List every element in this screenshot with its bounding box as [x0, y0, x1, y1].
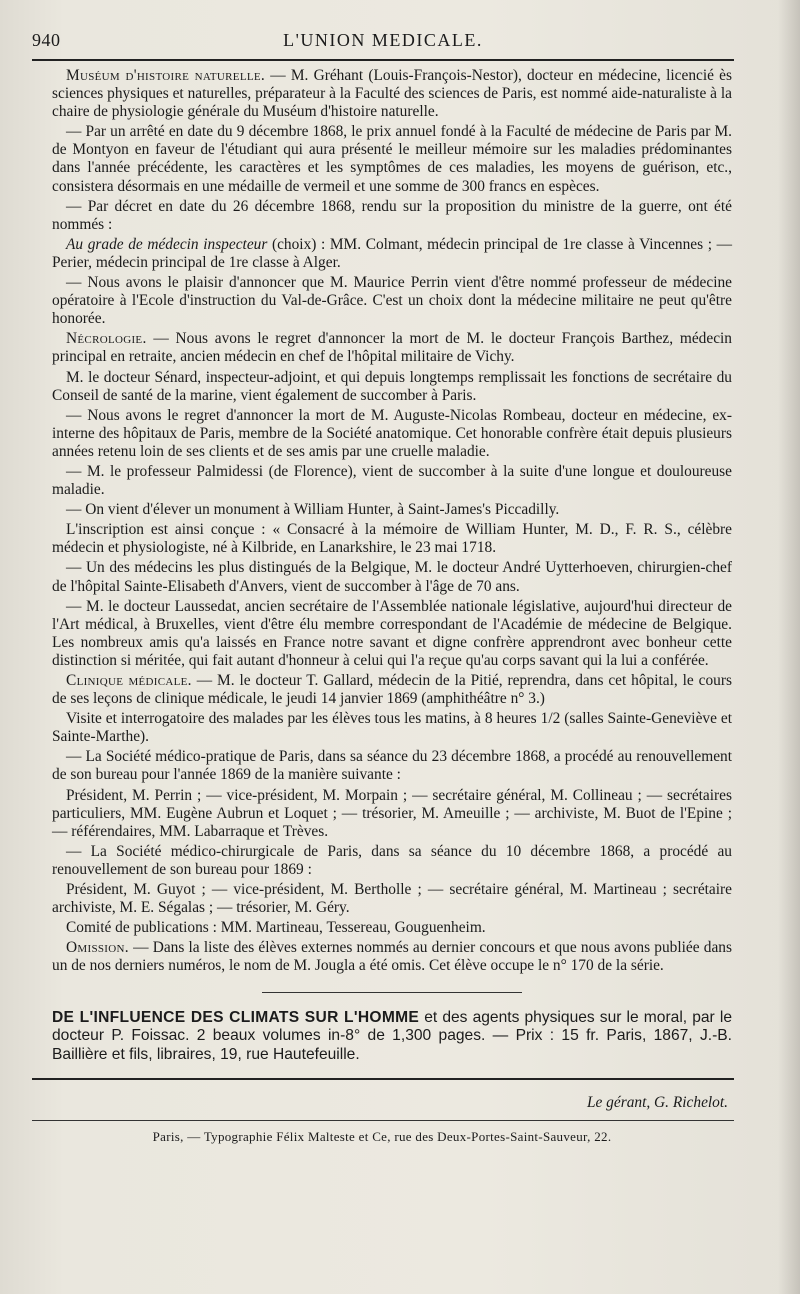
paragraph-clinique: Clinique médicale. — M. le docteur T. Gallard, médecin de la Pitié, reprendra, dans cet hôpital, le cours de ses leçons de clinique médicale, le jeudi 14 janvier 1869 (amphithéâtre n° 3.): [52, 672, 732, 708]
section-divider: [262, 992, 522, 993]
paragraph-palmidessi: — M. le professeur Palmidessi (de Florence), vient de succomber à la suite d'une longue et douloureuse maladie.: [52, 462, 732, 499]
header-rule: [32, 59, 734, 61]
footer-rule: [32, 1078, 734, 1080]
paragraph-visite: Visite et interrogatoire des malades par les élèves tous les matins, à 8 heures 1/2 (salles Sainte-Geneviève et Sainte-Marthe).: [52, 710, 732, 746]
paragraph-laussedat: — M. le docteur Laussedat, ancien secrétaire de l'Assemblée nationale législative, aujourd'hui directeur de l'Art médical, à Bruxelles, vient d'être élu membre correspondant de l'Académie de médecine de Belgique. Les nombreux amis qu'a laissés en France notre savant et digne confrère apprendront avec bonheur cette distinction si méritée, qui fait autant d'honneur à celui qui l'a reçue qu'au corps savant qui la lui a conférée.: [52, 597, 732, 669]
paragraph-grade: Au grade de médecin inspecteur (choix) : MM. Colmant, médecin principal de 1re classe à Vincennes ; — Perier, médecin principal de 1re classe à Alger.: [52, 235, 733, 271]
paragraph-rombeau: — Nous avons le regret d'annoncer la mort de M. Auguste-Nicolas Rombeau, docteur en médecine, ex-interne des hôpitaux de Paris, membre de la Société anatomique. Cet honorable confrère était depuis plusieurs années retenu loin de ses clients et de ses amis par une cruelle maladie.: [52, 406, 732, 460]
book-advertisement: [52, 1009, 732, 1065]
paragraph-societe-medico-pratique: — La Société médico-pratique de Paris, dans sa séance du 23 décembre 1868, a procédé au renouvellement de son bureau pour l'année 1869 de la manière suivante :: [52, 748, 732, 784]
page-edge-shadow: [778, 0, 800, 1294]
article-body: [52, 67, 732, 976]
paragraph-museum: Muséum d'histoire naturelle. — M. Gréhant (Louis-François-Nestor), docteur en médecine, licencié ès sciences physiques et naturelles, préparateur à la Faculté des sciences de Paris, est nommé aide-naturaliste à la chaire de physiologie générale du Muséum d'histoire naturelle.: [52, 67, 732, 121]
printer-imprint: Paris, — Typographie Félix Malteste et Ce, rue des Deux-Portes-Saint-Sauveur, 22.: [152, 1129, 612, 1145]
paragraph-senard: M. le docteur Sénard, inspecteur-adjoint, et qui depuis longtemps remplissait les fonctions de secrétaire du Conseil de santé de la marine, vient également de succomber à Paris.: [52, 368, 732, 404]
paragraph-bureau-2: Président, M. Guyot ; — vice-président, M. Bertholle ; — secrétaire général, M. Martineau ; secrétaire archiviste, M. E. Ségalas ; — trésorier, M. Géry.: [52, 881, 732, 917]
paragraph-bureau-1: Président, M. Perrin ; — vice-président, M. Morpain ; — secrétaire général, M. Collineau ; — secrétaires particuliers, MM. Eugène Aubrun et Loquet ; — trésorier, M. Ameuille ; — archiviste, M. Buot de l'Epine ; — référendaires, MM. Labarraque et Trèves.: [52, 786, 732, 840]
paragraph-necrologie: Nécrologie. — Nous avons le regret d'annoncer la mort de M. le docteur François Barthez, médecin principal en retraite, ancien médecin en chef de l'hôpital militaire de Vichy.: [52, 330, 732, 366]
printer-rule: [32, 1120, 734, 1121]
paragraph-perrin: — Nous avons le plaisir d'annoncer que M. Maurice Perrin vient d'être nommé professeur de médecine opératoire à l'Ecole d'instruction du Val-de-Grâce. C'est un choix dont la médecine militaire ne peut qu'être honorée.: [52, 274, 732, 328]
journal-title: L'UNION MEDICALE.: [283, 30, 483, 50]
paragraph-decret: — Par décret en date du 26 décembre 1868, rendu sur la proposition du ministre de la guerre, ont été nommés :: [52, 197, 732, 233]
paragraph-societe-medico-chirurgicale: — La Société médico-chirurgicale de Paris, dans sa séance du 10 décembre 1868, a procédé au renouvellement de son bureau pour 1869 :: [52, 842, 732, 878]
page-header: [32, 30, 734, 51]
paragraph-uytterhoeven: — Un des médecins les plus distingués de la Belgique, M. le docteur André Uytterhoeven, chirurgien-chef de l'hôpital Sainte-Elisabeth d'Anvers, vient de succomber à l'âge de 70 ans.: [52, 559, 732, 595]
page-number: 940: [32, 30, 61, 50]
gerant-signature: Le gérant, G. Richelot.: [586, 1094, 728, 1112]
paragraph-hunter: — On vient d'élever un monument à William Hunter, à Saint-James's Piccadilly.: [66, 501, 560, 519]
paragraph-omission: Omission. — Dans la liste des élèves externes nommés au dernier concours et que nous avons publiée dans un de nos derniers numéros, le nom de M. Jougla a été omis. Cet élève occupe le n° 170 de la série.: [52, 939, 732, 975]
book-title: DE L'INFLUENCE DES CLIMATS SUR L'HOMME: [52, 1008, 420, 1026]
book-details: et des agents physiques sur le moral, par le docteur P. Foissac. 2 beaux volumes in-8° de 1,300 pages. — Prix : 15 fr. Paris, 1867, J.-B. Baillière et fils, libraires, 19, rue Hautefeuille.: [52, 1008, 732, 1063]
paragraph-prix-montyon: — Par un arrêté en date du 9 décembre 1868, le prix annuel fondé à la Faculté de médecine de Paris par M. de Montyon en faveur de l'étudiant qui aura présenté le meilleur mémoire sur les maladies prédominantes dans l'année précédente, les caractères et les symptômes de ces maladies, les moyens de guérison, etc., consistera désormais en une médaille de vermeil et une somme de 300 francs en espèces.: [52, 123, 732, 195]
paragraph-inscription: L'inscription est ainsi conçue : « Consacré à la mémoire de William Hunter, M. D., F. R. S., célèbre médecin et physiologiste, né à Kilbride, en Lanarkshire, le 23 mai 1718.: [52, 521, 732, 557]
paragraph-comite: Comité de publications : MM. Martineau, Tessereau, Gouguenheim.: [66, 919, 486, 937]
